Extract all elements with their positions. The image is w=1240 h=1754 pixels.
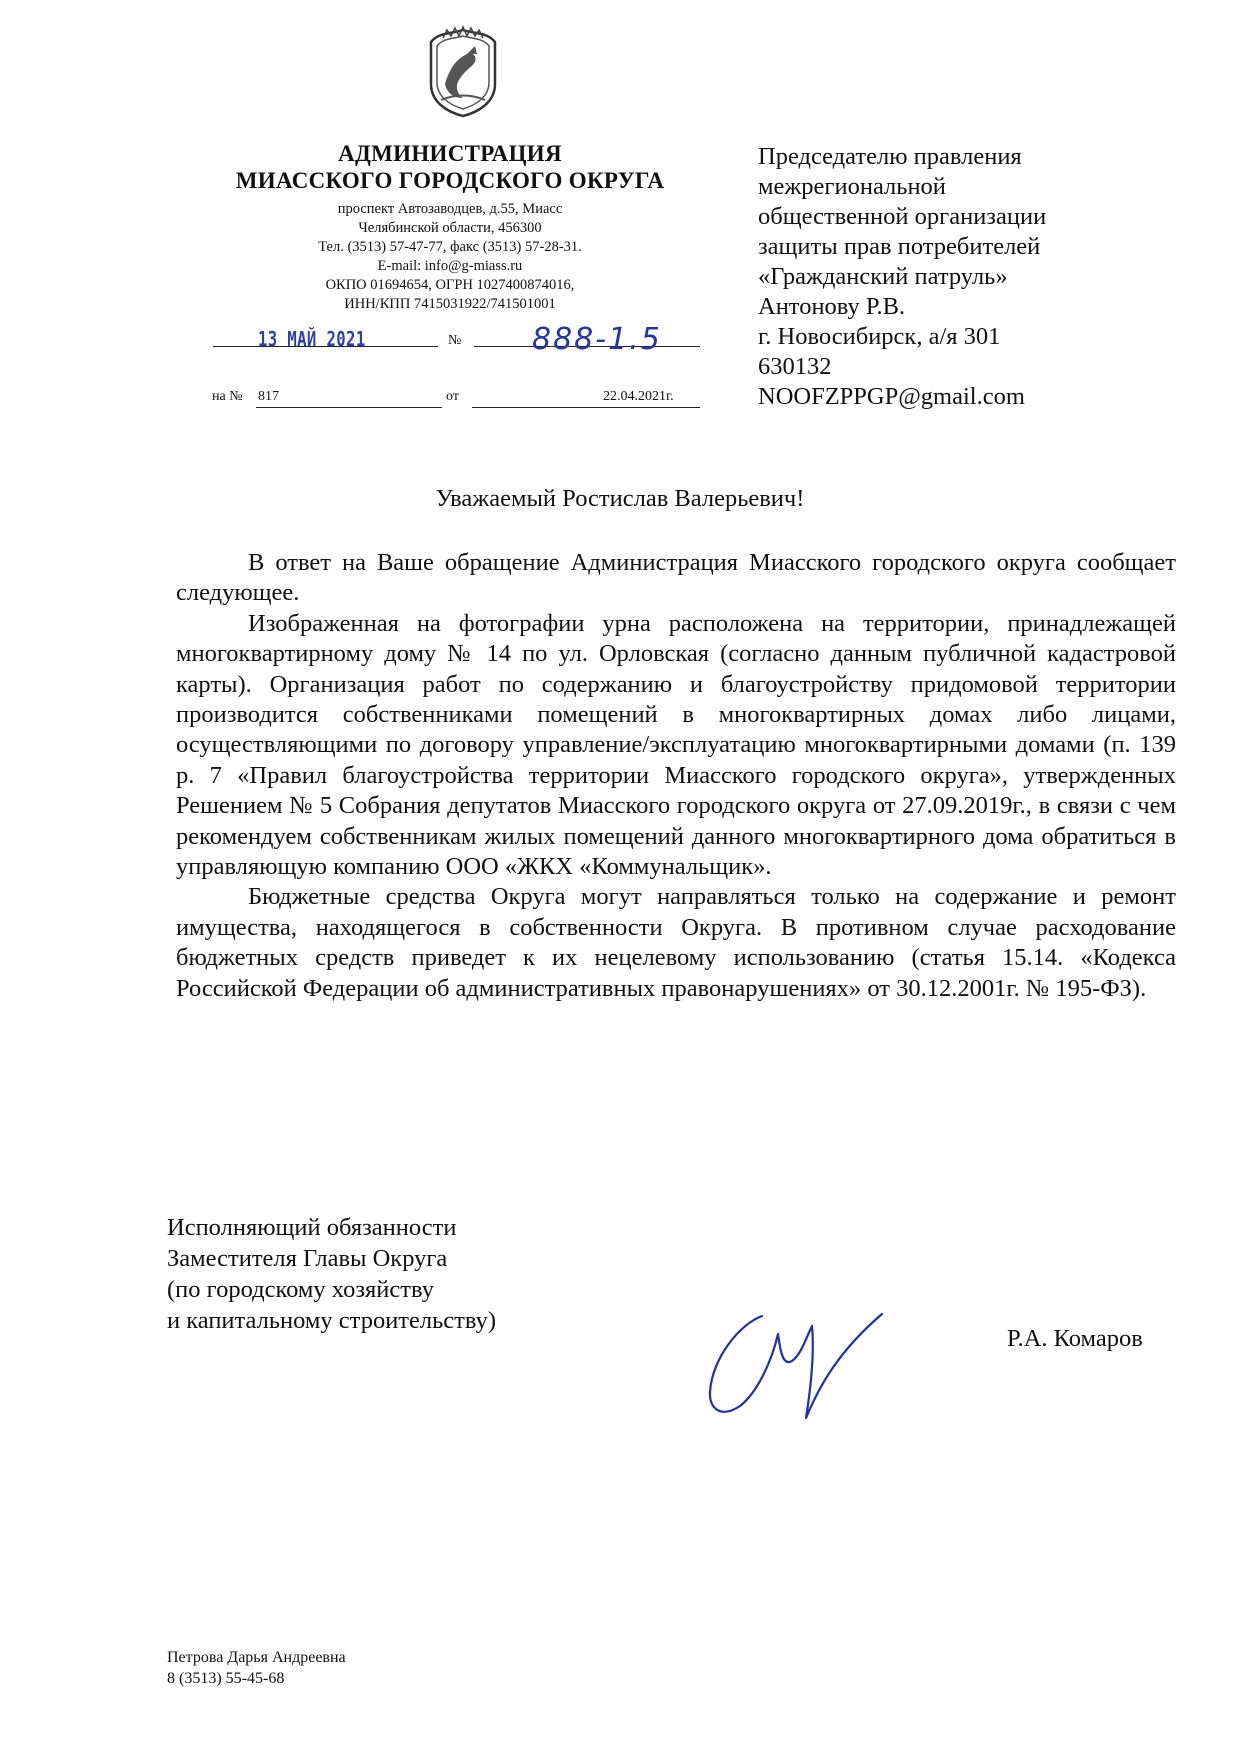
- signer-title-line: Исполняющий обязанности: [167, 1214, 457, 1241]
- sender-block: [205, 140, 695, 314]
- recipient-line: «Гражданский патруль»: [758, 263, 1008, 290]
- recipient-line: 630132: [758, 353, 832, 380]
- signer-name: Р.А. Комаров: [1007, 1325, 1143, 1352]
- ref-number: 817: [258, 389, 279, 404]
- recipient-line: г. Новосибирск, а/я 301: [758, 323, 1001, 350]
- outgoing-number: 888-1.5: [532, 322, 662, 357]
- address-line-1: проспект Автозаводцев, д.55, Миасс: [337, 201, 563, 217]
- executor-block: [167, 1647, 346, 1689]
- org-name-line-1: АДМИНИСТРАЦИЯ: [338, 141, 562, 166]
- ref-from-label: от: [446, 389, 459, 404]
- address-line-2: Челябинской области, 456300: [358, 220, 542, 236]
- inn-line: ИНН/КПП 7415031922/741501001: [344, 296, 556, 312]
- recipient-email: NOOFZPPGP@gmail.com: [758, 383, 1025, 410]
- signer-title-line: Заместителя Главы Округа: [167, 1245, 448, 1272]
- phone-line: Тел. (3513) 57-47-77, факс (3513) 57-28-31.: [318, 239, 582, 255]
- recipient-line: Антонову Р.В.: [758, 293, 906, 320]
- ref-date: 22.04.2021г.: [603, 389, 674, 404]
- recipient-line: межрегиональной: [758, 173, 946, 200]
- org-name-line-2: МИАССКОГО ГОРОДСКОГО ОКРУГА: [235, 168, 665, 193]
- email-line: E-mail: info@g-miass.ru: [377, 258, 523, 274]
- ref-date-underline: [472, 407, 700, 408]
- body-paragraph: Изображенная на фотографии урна расположена на территории, принадлежащей многоквартирному дому № 14 по ул. Орловская (согласно данным публичной кадастровой карты). Организация работ по содержанию и благоустройству придомовой территории производится собственниками помещений в многоквартирных домах либо лицами, осуществляющими по договору управление/эксплуатацию многоквартирными домами (п. 139 р. 7 «Правил благоустройства территории Миасского городского округа», утвержденных Решением № 5 Собрания депутатов Миасского городского округа от 27.09.2019г., в связи с чем рекомендуем собственникам жилых помещений данного многоквартирного дома обратиться в управляющую компанию ООО «ЖКХ «Коммунальщик».: [176, 609, 1176, 881]
- greeting: Уважаемый Ростислав Валерьевич!: [435, 485, 805, 512]
- okpo-line: ОКПО 01694654, ОГРН 1027400874016,: [325, 277, 575, 293]
- signer-title: [167, 1212, 496, 1336]
- recipient-line: защиты прав потребителей: [758, 233, 1041, 260]
- recipient-line: общественной организации: [758, 203, 1047, 230]
- signer-title-line: и капитальному строительству): [167, 1307, 497, 1334]
- body-paragraph: В ответ на Ваше обращение Администрация Миасского городского округа сообщает следующее.: [176, 549, 1176, 607]
- date-stamp: 13 МАЙ 2021: [258, 327, 366, 351]
- coat-of-arms-icon: [415, 24, 511, 120]
- letter-body: [176, 548, 1176, 1004]
- executor-phone: 8 (3513) 55-45-68: [167, 1670, 285, 1687]
- body-paragraph: Бюджетные средства Округа могут направляться только на содержание и ремонт имущества, находящегося в собственности Округа. В противном случае расходование бюджетных средств приведет к их нецелевому использованию (статья 15.14. «Кодекса Российской Федерации об административных правонарушениях» от 30.12.2001г. № 195-ФЗ).: [176, 883, 1176, 1002]
- ref-prefix: на №: [212, 389, 243, 404]
- number-label: №: [448, 333, 462, 348]
- recipient-line: Председателю правления: [758, 143, 1022, 170]
- signer-title-line: (по городскому хозяйству: [167, 1276, 434, 1303]
- ref-number-underline: [256, 407, 442, 408]
- executor-name: Петрова Дарья Андреевна: [167, 1649, 346, 1666]
- recipient-block: [758, 142, 1198, 412]
- handwritten-signature: [700, 1288, 890, 1428]
